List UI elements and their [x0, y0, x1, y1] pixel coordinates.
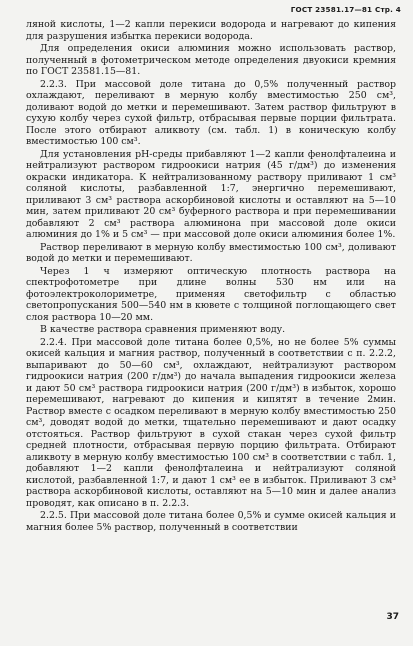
paragraph: В качестве раствора сравнения применяют воду.	[40, 324, 286, 335]
paragraph: Для установления рН-среды прибавляют 1—2 капли фенолфталеина и нейтрализуют раствором гидроокиси натрия (45 г/дм³) до изменения окраски индикатора. К нейтрализованному раствору приливают 1 см³ соляной кислоты, разбавленной 1:7, энергично перемешивают, приливают 3 см³ раствора аскорбиновой кислоты и оставляют на 5—10 мин, затем приливают 20 см³ буферного раствора и при перемешивании добавляют 2 см³ раствора алюминона при массовой доле окиси алюминия до 1% и 5 см³ — при массовой доле окиси алюминия более 1%.	[26, 148, 396, 240]
paragraph: Для определения окиси алюминия можно использовать раствор, полученный в фотометрическом методе определения двуокиси кремния по ГОСТ 23581.15—81.	[26, 43, 396, 77]
paragraph: 2.2.4. При массовой доле титана более 0,5%, но не более 5% суммы окисей кальция и магния раствор, полученный в соответствии с п. 2.2.2, выпаривают до 50—60 см³, охлаждают, нейтрализуют раствором гидроокиси натрия (200 г/дм³) до начала выпадения гидроокиси железа и дают 50 см³ раствора гидроокиси натрия (200 г/дм³) в избыток, хорошо перемешивают, нагревают до кипения и кипятят в течение 2мин. Раствор вместе с осадком переливают в мерную колбу вместимостью 250 см³, доводят водой до метки, тщательно перемешивают и дают осадку отстояться. Раствор фильтруют в сухой стакан через сухой фильтр средней плотности, отбрасывая первую порцию фильтрата. Отбирают аликвоту в мерную колбу вместимостью 100 см³ в соответствии с табл. 1, добавляют 1—2 капли фенолфталеина и нейтрализуют соляной кислотой, разбавленной 1:7, и дают 1 см³ ее в избыток. Приливают 3 см³ раствора аскорбиновой кислоты, оставляют на 5—10 мин и далее анализ проводят, как описано в п. 2.2.3.	[26, 336, 396, 509]
paragraph: Через 1 ч измеряют оптическую плотность раствора на спектрофотометре при длине волны 530 нм или на фотоэлектроколориметре, применяя светофильтр с областью светопропускания 500—540 нм в кювете с толщиной поглощающего свет слоя раствора 10—20 мм.	[26, 265, 396, 323]
paragraph: 2.2.5. При массовой доле титана более 0,5% и сумме окисей кальция и магния более 5% раствор, полученный в соответствии	[26, 510, 396, 533]
running-header: ГОСТ 23581.17—81 Стр. 4	[290, 5, 401, 14]
paragraph: Раствор переливают в мерную колбу вместимостью 100 см³, доливают водой до метки и перемешивают.	[26, 241, 396, 264]
body-text	[26, 19, 396, 534]
paragraph: 2.2.3. При массовой доле титана до 0,5% полученный раствор охлаждают, переливают в мерную колбу вместимостью 250 см³, доливают водой до метки и перемешивают. Затем раствор фильтруют в сухую колбу через сухой фильтр, отбрасывая первые порции фильтрата. После этого отбирают аликвоту (см. табл. 1) в коническую колбу вместимостью 100 см³.	[26, 78, 396, 147]
page-number: 37	[386, 612, 399, 622]
paragraph: ляной кислоты, 1—2 капли перекиси водорода и нагревают до кипения для разрушения избытка перекиси водорода.	[26, 19, 396, 42]
